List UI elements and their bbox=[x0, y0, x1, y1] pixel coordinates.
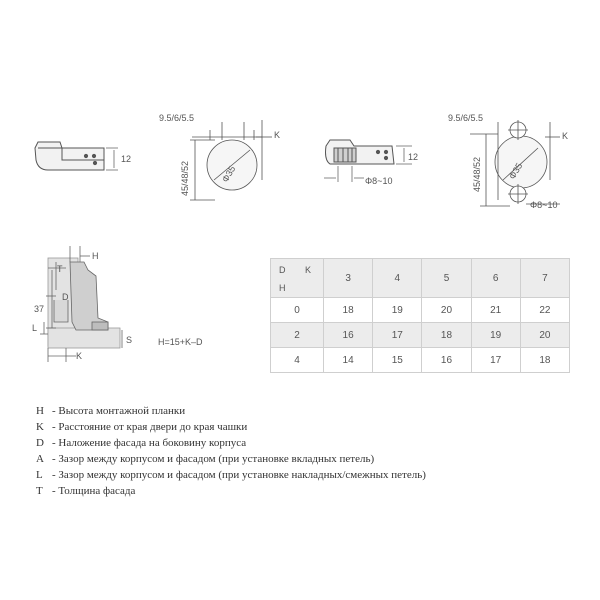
value-cell: 18 bbox=[422, 323, 471, 348]
corner-label-h: H bbox=[279, 283, 286, 293]
cup-drilling-view bbox=[190, 120, 272, 200]
dim-phi35-a: Φ35 bbox=[220, 164, 238, 184]
legend-text: - Высота монтажной планки bbox=[52, 405, 186, 417]
value-cell: 20 bbox=[422, 298, 471, 323]
k-header-cell: 3 bbox=[324, 259, 373, 298]
table-row bbox=[271, 298, 570, 323]
legend-text: - Наложение фасада на боковину корпуса bbox=[52, 437, 247, 449]
value-cell: 21 bbox=[471, 298, 520, 323]
legend-symbol: L bbox=[36, 469, 43, 481]
table-corner-cell bbox=[271, 259, 324, 298]
dim-cup-offset-b: 9.5/6/5.5 bbox=[448, 113, 484, 123]
value-cell: 14 bbox=[324, 348, 373, 373]
legend-text: - Зазор между корпусом и фасадом (при установке вкладных петель) bbox=[52, 453, 375, 465]
corner-label-d: D bbox=[279, 265, 286, 275]
legend-text: - Толщина фасада bbox=[52, 485, 136, 497]
installation-side-view bbox=[40, 246, 122, 362]
value-cell: 22 bbox=[520, 298, 569, 323]
value-cell: 20 bbox=[520, 323, 569, 348]
dim-12-b: 12 bbox=[408, 152, 419, 162]
value-cell: 18 bbox=[520, 348, 569, 373]
legend-text: - Зазор между корпусом и фасадом (при установке накладных/смежных петель) bbox=[52, 469, 426, 481]
legend-item bbox=[36, 483, 426, 499]
h-cell: 4 bbox=[271, 348, 324, 373]
value-cell: 19 bbox=[471, 323, 520, 348]
legend-item bbox=[36, 419, 426, 435]
value-cell: 16 bbox=[422, 348, 471, 373]
dim-k-b: K bbox=[562, 131, 569, 141]
value-cell: 16 bbox=[324, 323, 373, 348]
side-label-h: H bbox=[92, 251, 99, 261]
legend-symbol: T bbox=[36, 485, 43, 497]
legend-item bbox=[36, 403, 426, 419]
legend-item bbox=[36, 435, 426, 451]
h-cell: 2 bbox=[271, 323, 324, 348]
legend-symbol: H bbox=[36, 405, 44, 417]
side-label-37: 37 bbox=[34, 304, 45, 314]
height-formula: H=15+K–D bbox=[158, 337, 203, 347]
side-label-d: D bbox=[62, 292, 69, 302]
dim-height-a: 45/48/52 bbox=[180, 160, 190, 196]
dim-k-a: K bbox=[274, 130, 281, 140]
table-row bbox=[271, 323, 570, 348]
side-label-l: L bbox=[32, 323, 38, 333]
value-cell: 15 bbox=[373, 348, 422, 373]
h-cell: 0 bbox=[271, 298, 324, 323]
legend-symbol: D bbox=[36, 437, 44, 449]
legend bbox=[36, 403, 426, 499]
hinge-spec-table bbox=[270, 258, 570, 373]
k-header-cell: 4 bbox=[373, 259, 422, 298]
side-label-s: S bbox=[126, 335, 133, 345]
dim-cup-offset-a: 9.5/6/5.5 bbox=[159, 113, 195, 123]
table-header-row bbox=[271, 259, 570, 298]
dim-12-a: 12 bbox=[121, 154, 132, 164]
legend-symbol: K bbox=[36, 421, 44, 433]
hinge-arm-side-view bbox=[35, 142, 118, 170]
value-cell: 17 bbox=[373, 323, 422, 348]
k-header-cell: 5 bbox=[422, 259, 471, 298]
dim-phi-8-10-b: Φ8~10 bbox=[530, 200, 558, 210]
dim-phi35-b: Φ35 bbox=[507, 161, 525, 181]
dim-height-b: 45/48/52 bbox=[472, 156, 482, 192]
legend-symbol: A bbox=[36, 453, 44, 465]
side-label-t: T bbox=[57, 264, 63, 274]
k-header-cell: 6 bbox=[471, 259, 520, 298]
value-cell: 17 bbox=[471, 348, 520, 373]
legend-item bbox=[36, 451, 426, 467]
k-header-cell: 7 bbox=[520, 259, 569, 298]
value-cell: 19 bbox=[373, 298, 422, 323]
dim-phi-8-10-a: Φ8~10 bbox=[365, 176, 393, 186]
corner-label-k: K bbox=[305, 265, 312, 275]
legend-item bbox=[36, 467, 426, 483]
value-cell: 18 bbox=[324, 298, 373, 323]
table-row bbox=[271, 348, 570, 373]
side-label-k: K bbox=[76, 351, 83, 361]
legend-text: - Расстояние от края двери до края чашки bbox=[52, 421, 248, 433]
